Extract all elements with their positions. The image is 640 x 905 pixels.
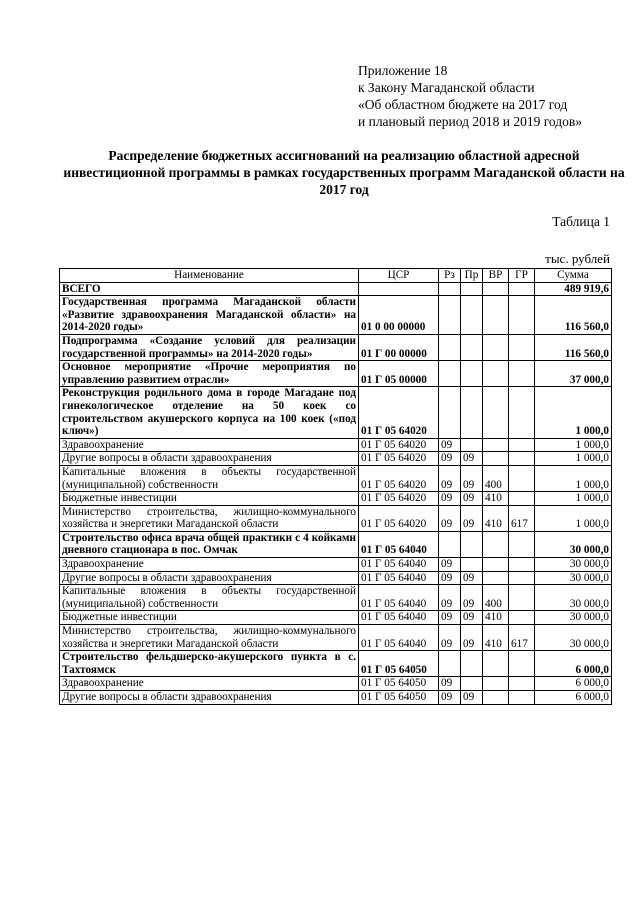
cell-gr xyxy=(509,585,535,611)
cell-gr xyxy=(509,296,535,335)
cell-csr: 01 Г 05 64040 xyxy=(359,611,439,625)
cell-gr xyxy=(509,438,535,452)
cell-name: Здравоохранение xyxy=(60,558,359,572)
cell-csr: 01 Г 05 64020 xyxy=(359,387,439,438)
cell-gr xyxy=(509,452,535,466)
cell-rz: 09 xyxy=(439,452,461,466)
cell-gr xyxy=(509,334,535,360)
cell-pr: 09 xyxy=(461,452,483,466)
cell-name: Капитальные вложения в объекты государственной (муниципальной) собственности xyxy=(60,585,359,611)
cell-sum: 116 560,0 xyxy=(535,334,612,360)
cell-csr: 01 Г 05 64040 xyxy=(359,558,439,572)
cell-gr xyxy=(509,677,535,691)
cell-rz: 09 xyxy=(439,558,461,572)
cell-sum: 30 000,0 xyxy=(535,558,612,572)
cell-name: Бюджетные инвестиции xyxy=(60,611,359,625)
cell-vr: 410 xyxy=(483,611,509,625)
cell-sum: 1 000,0 xyxy=(535,465,612,491)
table-row xyxy=(60,296,612,335)
cell-rz: 09 xyxy=(439,585,461,611)
cell-vr xyxy=(483,361,509,387)
column-header-vr: ВР xyxy=(483,269,509,283)
cell-name: Строительство фельдшерско-акушерского пункта в с. Тахтоямск xyxy=(60,651,359,677)
table-label: Таблица 1 xyxy=(552,214,610,229)
cell-vr: 400 xyxy=(483,465,509,491)
cell-rz xyxy=(439,296,461,335)
cell-pr xyxy=(461,677,483,691)
cell-pr xyxy=(461,651,483,677)
table-row xyxy=(60,452,612,466)
column-header-gr: ГР xyxy=(509,269,535,283)
cell-sum: 1 000,0 xyxy=(535,387,612,438)
cell-rz: 09 xyxy=(439,492,461,506)
cell-vr xyxy=(483,452,509,466)
cell-vr: 410 xyxy=(483,492,509,506)
table-row xyxy=(60,611,612,625)
cell-sum: 1 000,0 xyxy=(535,452,612,466)
cell-name: Бюджетные инвестиции xyxy=(60,492,359,506)
cell-gr xyxy=(509,651,535,677)
cell-csr: 01 Г 05 64020 xyxy=(359,438,439,452)
cell-vr xyxy=(483,387,509,438)
appendix-line: «Об областном бюджете на 2017 год xyxy=(358,97,568,112)
cell-pr: 09 xyxy=(461,505,483,531)
column-header-rz: Рз xyxy=(439,269,461,283)
appendix-line: и плановый период 2018 и 2019 годов» xyxy=(358,114,583,129)
table-row xyxy=(60,571,612,585)
table-row xyxy=(60,651,612,677)
cell-gr: 617 xyxy=(509,505,535,531)
cell-rz: 09 xyxy=(439,625,461,651)
cell-pr xyxy=(461,558,483,572)
cell-rz: 09 xyxy=(439,465,461,491)
cell-rz xyxy=(439,334,461,360)
cell-gr xyxy=(509,282,535,296)
cell-rz: 09 xyxy=(439,691,461,705)
cell-vr xyxy=(483,691,509,705)
cell-name: Другие вопросы в области здравоохранения xyxy=(60,691,359,705)
cell-pr: 09 xyxy=(461,585,483,611)
table-row xyxy=(60,492,612,506)
cell-pr xyxy=(461,438,483,452)
cell-gr xyxy=(509,531,535,557)
column-header-pr: Пр xyxy=(461,269,483,283)
cell-vr: 400 xyxy=(483,585,509,611)
cell-sum: 1 000,0 xyxy=(535,505,612,531)
document-title: Распределение бюджетных ассигнований на реализацию областной адресной инвестиционной программы в рамках государственных программ Магаданской области на 2017 год xyxy=(63,148,625,197)
cell-name: Министерство строительства, жилищно-коммунального хозяйства и энергетики Магаданской области xyxy=(60,625,359,651)
cell-vr xyxy=(483,296,509,335)
cell-pr xyxy=(461,531,483,557)
table-row xyxy=(60,691,612,705)
cell-sum: 1 000,0 xyxy=(535,492,612,506)
table-body xyxy=(60,282,612,704)
cell-rz xyxy=(439,282,461,296)
appendix-line: к Закону Магаданской области xyxy=(358,80,535,95)
column-header-csr: ЦСР xyxy=(359,269,439,283)
cell-sum: 6 000,0 xyxy=(535,691,612,705)
cell-pr: 09 xyxy=(461,465,483,491)
cell-name: Здравоохранение xyxy=(60,677,359,691)
appendix-header xyxy=(358,62,582,130)
cell-pr xyxy=(461,282,483,296)
cell-pr: 09 xyxy=(461,571,483,585)
cell-pr xyxy=(461,361,483,387)
cell-gr xyxy=(509,387,535,438)
cell-csr: 01 Г 05 64020 xyxy=(359,465,439,491)
table-row xyxy=(60,531,612,557)
cell-rz: 09 xyxy=(439,677,461,691)
cell-csr: 01 Г 05 64040 xyxy=(359,531,439,557)
cell-name: Реконструкция родильного дома в городе Магадане под гинекологическое отделение на 50 коек со строительством акушерского корпуса на 100 коек («под ключ») xyxy=(60,387,359,438)
cell-csr: 01 Г 00 00000 xyxy=(359,334,439,360)
cell-gr xyxy=(509,691,535,705)
cell-sum: 30 000,0 xyxy=(535,611,612,625)
cell-csr: 01 Г 05 64050 xyxy=(359,677,439,691)
cell-vr xyxy=(483,282,509,296)
cell-pr xyxy=(461,387,483,438)
cell-vr xyxy=(483,438,509,452)
appendix-line: Приложение 18 xyxy=(358,63,448,78)
table-row xyxy=(60,625,612,651)
table-row xyxy=(60,558,612,572)
cell-rz xyxy=(439,531,461,557)
cell-vr xyxy=(483,651,509,677)
column-header-sum: Сумма xyxy=(535,269,612,283)
budget-table xyxy=(59,268,612,705)
table-row xyxy=(60,677,612,691)
cell-pr: 09 xyxy=(461,611,483,625)
cell-sum: 37 000,0 xyxy=(535,361,612,387)
cell-gr xyxy=(509,571,535,585)
table-row xyxy=(60,465,612,491)
cell-sum: 6 000,0 xyxy=(535,677,612,691)
cell-vr xyxy=(483,571,509,585)
cell-rz xyxy=(439,387,461,438)
cell-csr: 01 Г 05 64020 xyxy=(359,452,439,466)
table-row xyxy=(60,438,612,452)
cell-vr: 410 xyxy=(483,625,509,651)
cell-name: Капитальные вложения в объекты государственной (муниципальной) собственности xyxy=(60,465,359,491)
cell-pr xyxy=(461,334,483,360)
cell-vr: 410 xyxy=(483,505,509,531)
cell-vr xyxy=(483,558,509,572)
cell-gr xyxy=(509,361,535,387)
cell-csr: 01 Г 05 64020 xyxy=(359,492,439,506)
cell-name: Министерство строительства, жилищно-коммунального хозяйства и энергетики Магаданской области xyxy=(60,505,359,531)
cell-rz: 09 xyxy=(439,438,461,452)
cell-vr xyxy=(483,531,509,557)
cell-sum: 489 919,6 xyxy=(535,282,612,296)
cell-rz: 09 xyxy=(439,505,461,531)
cell-name: Государственная программа Магаданской области «Развитие здравоохранения Магаданской области» на 2014-2020 годы» xyxy=(60,296,359,335)
cell-gr xyxy=(509,465,535,491)
cell-rz xyxy=(439,361,461,387)
units-label: тыс. рублей xyxy=(545,251,610,266)
table-row xyxy=(60,585,612,611)
cell-name: Основное мероприятие «Прочие мероприятия по управлению развитием отрасли» xyxy=(60,361,359,387)
cell-csr: 01 Г 05 64050 xyxy=(359,651,439,677)
cell-pr: 09 xyxy=(461,625,483,651)
cell-csr: 01 0 00 00000 xyxy=(359,296,439,335)
cell-csr xyxy=(359,282,439,296)
cell-sum: 30 000,0 xyxy=(535,531,612,557)
cell-name: Здравоохранение xyxy=(60,438,359,452)
cell-rz: 09 xyxy=(439,571,461,585)
cell-name: Строительство офиса врача общей практики с 4 койками дневного стационара в пос. Омчак xyxy=(60,531,359,557)
cell-pr: 09 xyxy=(461,691,483,705)
column-header-name: Наименование xyxy=(60,269,359,283)
cell-name: Подпрограмма «Создание условий для реализации государственной программы» на 2014-2020 годы» xyxy=(60,334,359,360)
cell-gr: 617 xyxy=(509,625,535,651)
cell-pr: 09 xyxy=(461,492,483,506)
cell-csr: 01 Г 05 64040 xyxy=(359,625,439,651)
cell-gr xyxy=(509,611,535,625)
cell-sum: 6 000,0 xyxy=(535,651,612,677)
cell-csr: 01 Г 05 64040 xyxy=(359,571,439,585)
cell-sum: 30 000,0 xyxy=(535,625,612,651)
table-row xyxy=(60,505,612,531)
cell-name: Другие вопросы в области здравоохранения xyxy=(60,452,359,466)
cell-sum: 30 000,0 xyxy=(535,585,612,611)
cell-vr xyxy=(483,334,509,360)
cell-name: Другие вопросы в области здравоохранения xyxy=(60,571,359,585)
cell-pr xyxy=(461,296,483,335)
cell-rz: 09 xyxy=(439,611,461,625)
table-row xyxy=(60,334,612,360)
cell-gr xyxy=(509,558,535,572)
cell-sum: 116 560,0 xyxy=(535,296,612,335)
table-row xyxy=(60,361,612,387)
table-row xyxy=(60,282,612,296)
table-header-row xyxy=(60,269,612,283)
cell-csr: 01 Г 05 64020 xyxy=(359,505,439,531)
cell-sum: 30 000,0 xyxy=(535,571,612,585)
cell-rz xyxy=(439,651,461,677)
table-row xyxy=(60,387,612,438)
cell-csr: 01 Г 05 00000 xyxy=(359,361,439,387)
cell-csr: 01 Г 05 64040 xyxy=(359,585,439,611)
cell-vr xyxy=(483,677,509,691)
cell-gr xyxy=(509,492,535,506)
cell-csr: 01 Г 05 64050 xyxy=(359,691,439,705)
cell-name: ВСЕГО xyxy=(60,282,359,296)
cell-sum: 1 000,0 xyxy=(535,438,612,452)
